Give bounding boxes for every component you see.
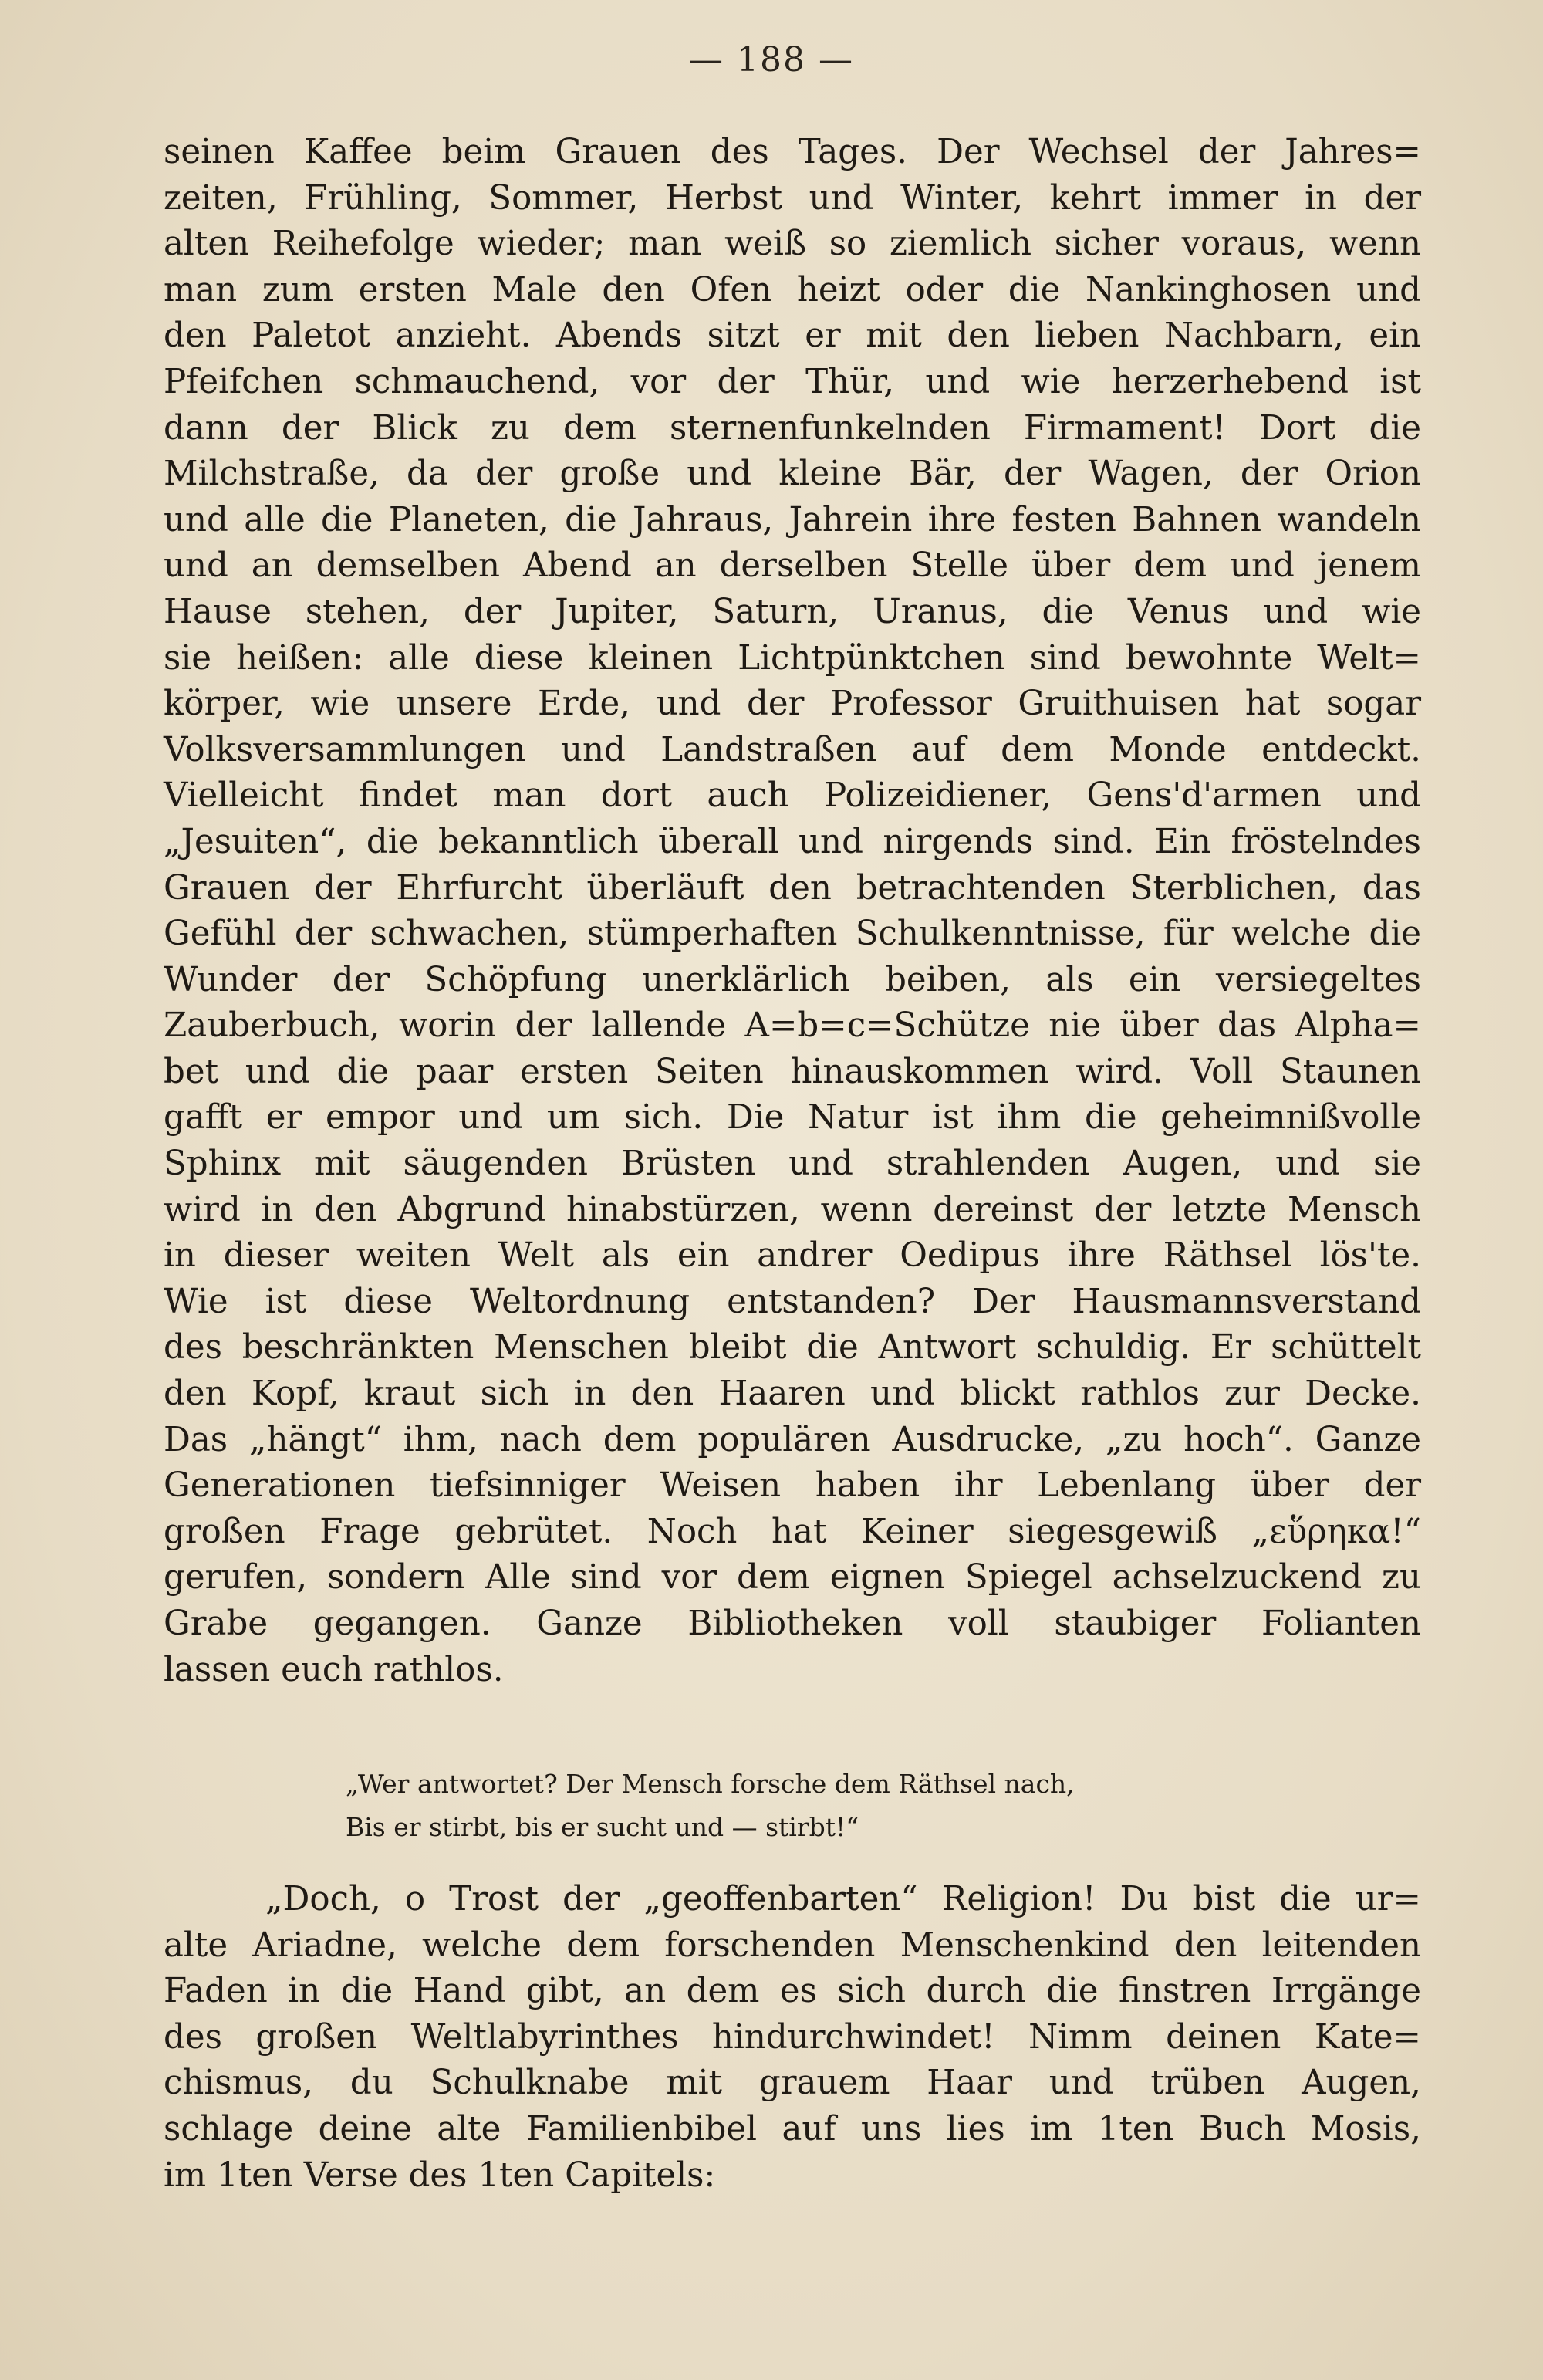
text-line: Hause stehen, der Jupiter, Saturn, Uranus, die Venus und wie: [164, 592, 1421, 631]
text-line: Gefühl der schwachen, stümperhaften Schulkenntnisse, für welche die: [164, 914, 1421, 954]
text-line: Wunder der Schöpfung unerklärlich beiben, als ein versiegeltes: [164, 960, 1421, 999]
verse-quote: [346, 1763, 1256, 1849]
text-line: den Kopf, kraut sich in den Haaren und blickt rathlos zur Decke.: [164, 1374, 1421, 1414]
text-line: bet und die paar ersten Seiten hinauskommen wird. Voll Staunen: [164, 1052, 1421, 1091]
text-line: großen Frage gebrütet. Noch hat Keiner siegesgewiß „εὕρηκα!“: [164, 1512, 1421, 1551]
text-line: Grauen der Ehrfurcht überläuft den betrachtenden Sterblichen, das: [164, 868, 1421, 908]
text-line: man zum ersten Male den Ofen heizt oder die Nankinghosen und: [164, 270, 1421, 309]
text-line: und an demselben Abend an derselben Stelle über dem und jenem: [164, 546, 1421, 586]
text-line: des beschränkten Menschen bleibt die Antwort schuldig. Er schüttelt: [164, 1328, 1421, 1367]
text-line: Volksversammlungen und Landstraßen auf dem Monde entdeckt.: [164, 730, 1421, 769]
text-line: lassen euch rathlos.: [164, 1650, 504, 1689]
text-line: Faden in die Hand gibt, an dem es sich durch die finstren Irrgänge: [164, 1972, 1421, 2011]
text-line: Vielleicht findet man dort auch Polizeidiener, Gens'd'armen und: [164, 776, 1421, 816]
text-line: den Paletot anzieht. Abends sitzt er mit den lieben Nachbarn, ein: [164, 316, 1421, 356]
quote-line: Bis er stirbt, bis er sucht und — stirbt!“: [346, 1812, 859, 1842]
text-line: dann der Blick zu dem sternenfunkelnden Firmament! Dort die: [164, 408, 1421, 448]
text-line: seinen Kaffee beim Grauen des Tages. Der Wechsel der Jahres=: [164, 133, 1421, 171]
text-line: in dieser weiten Welt als ein andrer Oedipus ihre Räthsel lös'te.: [164, 1236, 1421, 1276]
text-line: Wie ist diese Weltordnung entstanden? Der Hausmannsverstand: [164, 1282, 1421, 1321]
text-line: Milchstraße, da der große und kleine Bär, der Wagen, der Orion: [164, 455, 1421, 494]
text-line: Zauberbuch, worin der lallende A=b=c=Schütze nie über das Alpha=: [164, 1006, 1421, 1046]
text-line: des großen Weltlabyrinthes hindurchwindet! Nimm deinen Kate=: [164, 2017, 1421, 2057]
text-line: zeiten, Frühling, Sommer, Herbst und Winter, kehrt immer in der: [164, 178, 1421, 218]
text-line: Sphinx mit säugenden Brüsten und strahlenden Augen, und sie: [164, 1144, 1421, 1184]
quote-line: „Wer antwortet? Der Mensch forsche dem Räthsel nach,: [346, 1769, 1075, 1799]
text-line: gafft er empor und um sich. Die Natur ist ihm die geheimnißvolle: [164, 1098, 1421, 1138]
text-line: „Doch, o Trost der „geoffenbarten“ Religion! Du bist die ur=: [265, 1880, 1421, 1919]
text-line: Grabe gegangen. Ganze Bibliotheken voll staubiger Folianten: [164, 1604, 1421, 1643]
text-line: körper, wie unsere Erde, und der Professor Gruithuisen hat sogar: [164, 685, 1421, 724]
text-line: gerufen, sondern Alle sind vor dem eignen Spiegel achselzuckend zu: [164, 1558, 1421, 1597]
text-line: Pfeifchen schmauchend, vor der Thür, und wie herzerhebend ist: [164, 362, 1421, 401]
text-line: und alle die Planeten, die Jahraus, Jahrein ihre festen Bahnen wandeln: [164, 500, 1421, 539]
text-line: alten Reihefolge wieder; man weiß so ziemlich sicher voraus, wenn: [164, 225, 1421, 264]
paragraph-1: [164, 130, 1421, 1693]
text-line: chismus, du Schulknabe mit grauem Haar und trüben Augen,: [164, 2064, 1421, 2103]
text-line: „Jesuiten“, die bekanntlich überall und nirgends sind. Ein fröstelndes: [164, 822, 1421, 861]
text-line: sie heißen: alle diese kleinen Lichtpünktchen sind bewohnte Welt=: [164, 638, 1421, 678]
text-line: schlage deine alte Familienbibel auf uns lies im 1ten Buch Mosis,: [164, 2109, 1421, 2148]
text-line: Das „hängt“ ihm, nach dem populären Ausdrucke, „zu hoch“. Ganze: [164, 1420, 1421, 1459]
text-line: alte Ariadne, welche dem forschenden Menschenkind den leitenden: [164, 1925, 1421, 1965]
text-line: wird in den Abgrund hinabstürzen, wenn dereinst der letzte Mensch: [164, 1190, 1421, 1229]
text-line: im 1ten Verse des 1ten Capitels:: [164, 2155, 716, 2195]
page-number: — 188 —: [689, 40, 854, 79]
text-line: Generationen tiefsinniger Weisen haben ihr Lebenlang über der: [164, 1466, 1421, 1506]
paragraph-2: [164, 1877, 1421, 2199]
